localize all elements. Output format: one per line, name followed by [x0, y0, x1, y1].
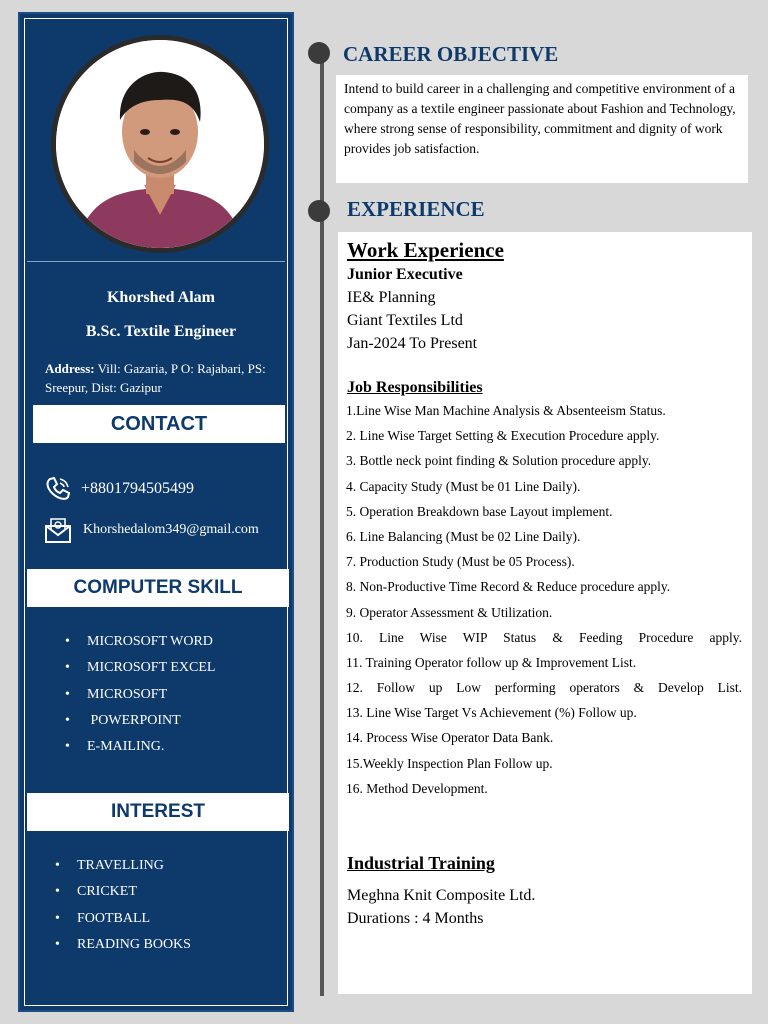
person-avatar-icon: [56, 40, 264, 248]
responsibility-item: 8. Non-Productive Time Record & Reduce procedure apply.: [346, 579, 671, 595]
career-objective-text: Intend to build career in a challenging and competitive environment of a company as a textile engineer passionate about Fashion and Technology, where strong sense of responsibility, commitment and dignity of work provides job satisfaction.: [336, 75, 748, 183]
training-duration: Durations : 4 Months: [347, 910, 484, 927]
interest-item: • FOOTBALL: [77, 906, 191, 932]
employment-period: Jan-2024 To Present: [347, 335, 478, 352]
email-address[interactable]: Khorshedalom349@gmail.com: [83, 522, 259, 537]
responsibility-item: 16. Method Development.: [346, 780, 488, 796]
sidebar-frame: [24, 18, 288, 1006]
email-row[interactable]: [43, 515, 259, 545]
responsibility-item: 5. Operation Breakdown base Layout implement.: [346, 503, 613, 519]
training-company: Meghna Knit Composite Ltd.: [347, 887, 536, 904]
responsibility-item: 14. Process Wise Operator Data Bank.: [346, 730, 554, 746]
responsibility-item: 9. Operator Assessment & Utilization.: [346, 604, 553, 620]
photo-divider: [27, 261, 285, 262]
responsibilities-list: [346, 398, 742, 801]
sidebar: [18, 12, 294, 1012]
job-responsibilities-title: Job Responsibilities: [347, 379, 483, 396]
responsibility-item: 1.Line Wise Man Machine Analysis & Absenteeism Status.: [346, 403, 666, 418]
phone-icon: [43, 474, 73, 504]
work-experience-title: Work Experience: [347, 238, 504, 262]
responsibility-item: 2. Line Wise Target Setting & Execution Procedure apply.: [346, 428, 660, 444]
timeline-dot-experience: [308, 200, 330, 222]
responsibility-item: 10. Line Wise WIP Status & Feeding Procedure apply.: [346, 629, 742, 645]
experience-heading: EXPERIENCE: [347, 197, 485, 221]
responsibility-item: 13. Line Wise Target Vs Achievement (%) Follow up.: [346, 705, 637, 721]
department: IE& Planning: [347, 289, 436, 306]
responsibility-item: 6. Line Balancing (Must be 02 Line Daily).: [346, 528, 581, 544]
industrial-training-title: Industrial Training: [347, 853, 495, 873]
contact-heading: CONTACT: [33, 405, 285, 443]
skill-item: • POWERPOINT: [87, 708, 215, 734]
phone-row[interactable]: [43, 474, 194, 504]
company-name: Giant Textiles Ltd: [347, 312, 463, 329]
candidate-name: Khorshed Alam: [106, 289, 215, 306]
interest-item: • CRICKET: [77, 879, 191, 905]
skill-item: • MICROSOFT: [87, 682, 215, 708]
career-objective-heading: CAREER OBJECTIVE: [343, 42, 559, 66]
email-icon: [43, 515, 73, 545]
timeline-line: [320, 52, 324, 996]
candidate-degree: B.Sc. Textile Engineer: [85, 323, 237, 340]
interest-item: • READING BOOKS: [77, 932, 191, 958]
responsibility-item: 4. Capacity Study (Must be 01 Line Daily).: [346, 478, 581, 494]
responsibility-item: 11. Training Operator follow up & Improvement List.: [346, 654, 637, 670]
phone-number[interactable]: +8801794505499: [81, 480, 195, 497]
experience-panel: [338, 232, 752, 994]
skill-item: • E-MAILING.: [87, 734, 215, 760]
interest-item: • TRAVELLING: [77, 853, 191, 879]
computer-skill-heading: COMPUTER SKILL: [27, 569, 289, 607]
interests-list: [77, 853, 191, 958]
responsibility-item: 3. Bottle neck point finding & Solution procedure apply.: [346, 453, 652, 469]
responsibility-item: 15.Weekly Inspection Plan Follow up.: [346, 755, 553, 771]
profile-photo: [51, 35, 269, 253]
address-value: Vill: Gazaria, P O: Rajabari, PS: Sreepur, Dist: Gazipur: [45, 361, 266, 395]
responsibility-item: 12. Follow up Low performing operators & Develop List.: [346, 680, 742, 696]
job-title: Junior Executive: [347, 266, 463, 283]
skill-item: • MICROSOFT WORD: [87, 629, 215, 655]
candidate-address: [45, 359, 281, 397]
timeline-dot-career: [308, 42, 330, 64]
interest-heading: INTEREST: [27, 793, 289, 831]
address-label: Address:: [45, 361, 95, 376]
responsibility-item: 7. Production Study (Must be 05 Process).: [346, 554, 575, 570]
skills-list: [87, 629, 215, 760]
skill-item: • MICROSOFT EXCEL: [87, 655, 215, 681]
